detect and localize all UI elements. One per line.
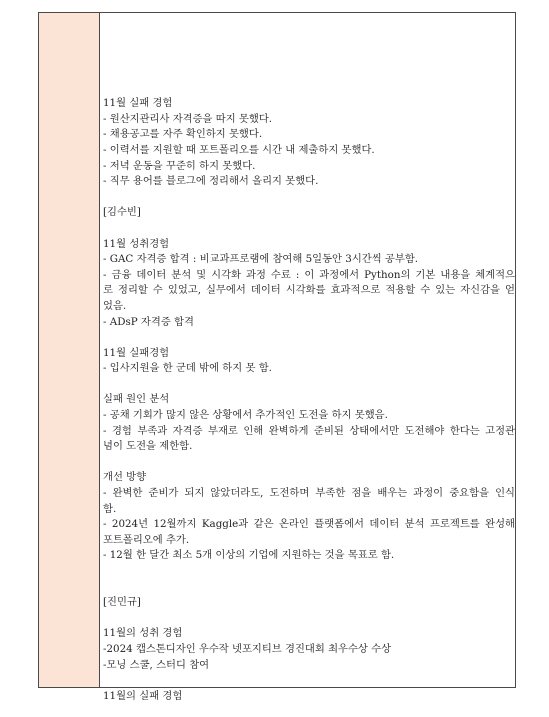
bullet-item: - GAC 자격증 합격 : 비교과프로램에 참여해 5일동안 3시간씩 공부함. <box>103 253 419 266</box>
bullet-item: - 채용공고를 자주 확인하지 못했다. <box>103 128 263 141</box>
bullet-item: - 12월 한 달간 최소 5개 이상의 기업에 지원하는 것을 목표로 함. <box>103 549 395 562</box>
text-line: 었음. <box>103 299 127 312</box>
blank-line <box>103 221 515 237</box>
blank-line <box>103 673 515 689</box>
document-table <box>38 12 516 702</box>
document-content <box>103 65 515 704</box>
text-line: 함. <box>103 502 117 515</box>
text-line: 념이 도전을 제한함. <box>103 440 193 453</box>
bullet-item: -모닝 스쿨, 스터디 참여 <box>103 658 210 671</box>
section-heading: 11월의 성취 경험 <box>103 627 183 640</box>
person-heading: [진민규] <box>103 596 141 609</box>
bullet-item: - 직무 용어를 블로그에 정리해서 올리지 못했다. <box>103 175 319 188</box>
label-column-cell <box>39 13 100 687</box>
section-heading: 11월의 실패 경험 <box>103 689 183 702</box>
bullet-item: - 공채 기회가 많지 않은 상황에서 추가적인 도전을 하지 못했음. <box>103 409 388 422</box>
blank-line <box>103 611 515 627</box>
person-heading: [김수빈] <box>103 206 141 219</box>
blank-line <box>103 65 515 96</box>
blank-line <box>103 455 515 471</box>
text-line: 로 정리할 수 있었고, 실무에서 데이터 시각화를 효과적으로 적용할 수 있는 자신감을 얻 <box>103 284 515 297</box>
bullet-item: -2024 캡스톤디자인 우수작 넷포지티브 경진대회 최우수상 수상 <box>103 642 392 655</box>
section-heading: 11월 성취경험 <box>103 237 170 250</box>
section-heading: 11월 실패경험 <box>103 346 170 359</box>
bullet-item: - 완벽한 준비가 되지 않았더라도, 도전하며 부족한 점을 배우는 과정이 중요함을 인식 <box>103 487 515 500</box>
text-line: 포트폴리오에 추가. <box>103 533 190 546</box>
bullet-item: - ADsP 자격증 합격 <box>103 315 194 328</box>
bullet-item: - 금융 데이터 분석 및 시각화 과정 수료 : 이 과정에서 Python의 기본 내용을 체계적으 <box>103 268 515 281</box>
blank-line <box>103 190 515 206</box>
content-column-cell <box>100 13 515 702</box>
blank-line <box>103 564 515 595</box>
bullet-item: - 2024년 12월까지 Kaggle과 같은 온라인 플랫폼에서 데이터 분석 프로젝트를 완성해 <box>103 518 515 531</box>
blank-line <box>103 330 515 346</box>
section-heading: 개선 방향 <box>103 471 147 484</box>
section-heading: 11월 실패 경험 <box>103 97 173 110</box>
blank-line <box>103 377 515 393</box>
bullet-item: - 이력서를 지원할 때 포트폴리오를 시간 내 제출하지 못했다. <box>103 143 375 156</box>
section-heading: 실패 원인 분석 <box>103 393 170 406</box>
bullet-item: - 경험 부족과 자격증 부재로 인해 완벽하게 준비된 상태에서만 도전해야 한다는 고정관 <box>103 424 515 437</box>
bullet-item: - 저녁 운동을 꾸준히 하지 못했다. <box>103 159 256 172</box>
bullet-item: - 원산지관리사 자격증을 따지 못했다. <box>103 112 273 125</box>
bullet-item: - 입사지원을 한 군데 밖에 하지 못 함. <box>103 362 272 375</box>
